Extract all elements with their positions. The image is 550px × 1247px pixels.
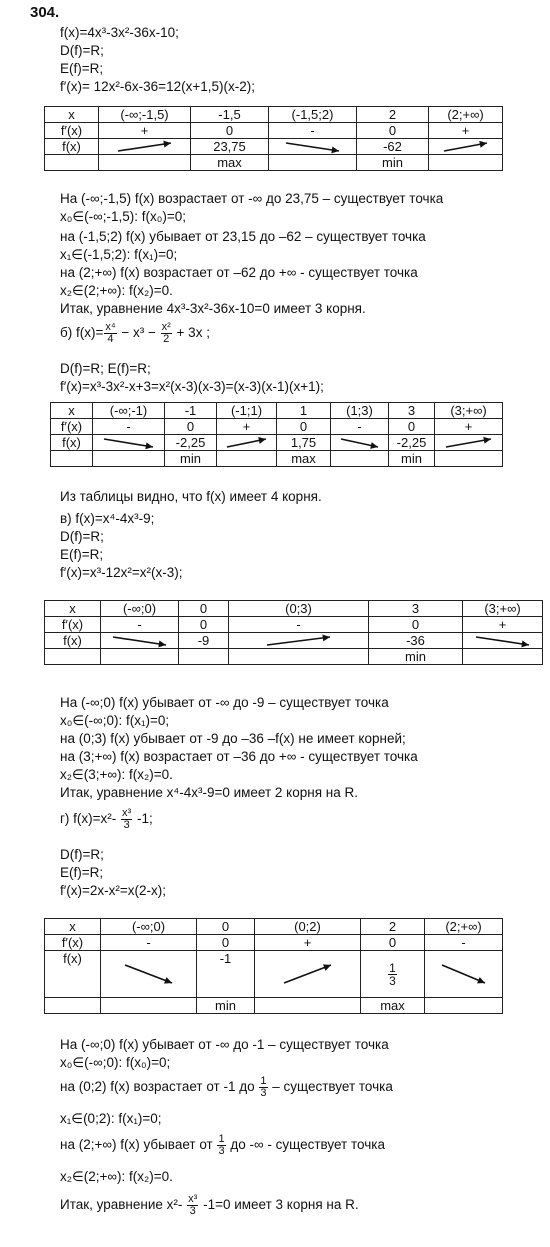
cell: (-∞;-1,5)	[99, 107, 191, 123]
cell: -1,5	[191, 107, 269, 123]
decreasing-arrow-icon	[439, 962, 489, 986]
cell: -	[101, 617, 179, 633]
increasing-arrow-icon	[281, 962, 335, 986]
c-range: E(f)=R;	[60, 547, 104, 562]
c-text-line: на (0;3) f(x) убывает от -9 до –36 –f(x) не имеет корней;	[60, 731, 406, 746]
fraction: $\frac{1}{3}$	[260, 1075, 267, 1099]
cell: 2	[361, 919, 425, 935]
cell	[429, 155, 503, 171]
cell: min	[357, 155, 429, 171]
cell: (0;2)	[255, 919, 361, 935]
cell: 1,75	[277, 435, 331, 451]
cell: f′(x)	[45, 617, 101, 633]
c-domain: D(f)=R;	[60, 529, 104, 544]
increasing-arrow-icon	[443, 436, 495, 450]
table-row-extremum	[51, 451, 503, 467]
cell: f′(x)	[45, 123, 99, 139]
d-conclusion: Итак, уравнение x²- $\frac{\text{x³}}{3}$ -1=0 имеет 3 корня на R.	[60, 1193, 359, 1217]
cell: +	[217, 419, 277, 435]
cell: -	[93, 419, 165, 435]
cell	[269, 155, 357, 171]
c-text-line: x₂∈(3;+∞): f(x₂)=0.	[60, 767, 173, 782]
a-text-line: x₁∈(-1,5;2): f(x₁)=0;	[60, 247, 178, 262]
table-row-function	[45, 633, 543, 649]
a-text-line: на (2;+∞) f(x) возрастает от –62 до +∞ - существует точка	[60, 265, 418, 280]
d-text-line: x₀∈(-∞;0): f(x₀)=0;	[60, 1055, 171, 1070]
increasing-arrow-icon	[441, 140, 491, 154]
cell: 1	[277, 403, 331, 419]
a-text-line: x₂∈(2;+∞): f(x₂)=0.	[60, 283, 173, 298]
cell: 0	[179, 617, 229, 633]
cell: (1;3)	[331, 403, 389, 419]
cell: max	[191, 155, 269, 171]
table-row-x	[51, 403, 503, 419]
cell: f(x)	[45, 633, 101, 649]
table-row-function	[45, 951, 503, 998]
a-range: E(f)=R;	[60, 61, 104, 76]
arrow-cell	[331, 435, 389, 451]
cell	[93, 451, 165, 467]
arrow-cell	[101, 951, 197, 998]
cell: 2	[357, 107, 429, 123]
increasing-arrow-icon	[115, 140, 175, 154]
arrow-cell	[429, 139, 503, 155]
cell: -1	[197, 951, 255, 998]
arrow-cell	[463, 633, 543, 649]
cell: 0	[361, 935, 425, 951]
cell: 0	[389, 419, 435, 435]
arrow-cell	[101, 633, 179, 649]
b-derivative: f′(x)=x³-3x²-x+3=x²(x-3)(x-3)=(x-3)(x-1)(x+1);	[60, 379, 324, 394]
cell	[331, 451, 389, 467]
cell	[45, 649, 101, 665]
cell: f(x)	[45, 951, 101, 998]
cell: 0	[277, 419, 331, 435]
problem-number: 304.	[30, 4, 60, 21]
cell: (-∞;0)	[101, 919, 197, 935]
cell	[101, 998, 197, 1014]
cell: (-1,5;2)	[269, 107, 357, 123]
table-row-derivative	[45, 935, 503, 951]
decreasing-arrow-icon	[101, 436, 157, 450]
arrow-cell	[93, 435, 165, 451]
a-sign-table	[44, 106, 503, 171]
cell: -1	[165, 403, 217, 419]
c-derivative: f′(x)=x³-12x²=x²(x-3);	[60, 565, 183, 580]
cell: 0	[369, 617, 463, 633]
table-row-derivative	[45, 617, 543, 633]
arrow-cell	[255, 951, 361, 998]
cell	[99, 155, 191, 171]
arrow-cell	[217, 435, 277, 451]
cell: 0	[357, 123, 429, 139]
cell: 0	[191, 123, 269, 139]
cell: -	[101, 935, 197, 951]
cell: 0	[165, 419, 217, 435]
cell: -2,25	[389, 435, 435, 451]
cell	[425, 998, 503, 1014]
cell	[51, 451, 93, 467]
d-range: E(f)=R;	[60, 865, 104, 880]
b-function: б) f(x)= $\frac{\text{x⁴}}{4}$ − x³ − $\frac{\text{x²}}{2}$ + 3x ;	[60, 321, 210, 345]
cell: x	[45, 919, 101, 935]
cell: max	[277, 451, 331, 467]
cell: min	[165, 451, 217, 467]
d-text-line: x₁∈(0;2): f(x₁)=0;	[60, 1111, 162, 1126]
d-derivative: f′(x)=2x-x²=x(2-x);	[60, 883, 167, 898]
cell	[179, 649, 229, 665]
cell: +	[463, 617, 543, 633]
cell: +	[429, 123, 503, 139]
cell	[361, 951, 425, 998]
increasing-arrow-icon	[224, 436, 270, 450]
cell: 0	[197, 935, 255, 951]
cell: (2;+∞)	[429, 107, 503, 123]
a-derivative: f′(x)= 12x²-6x-36=12(x+1,5)(x-2);	[60, 79, 255, 94]
cell	[101, 649, 179, 665]
cell: (-∞;0)	[101, 601, 179, 617]
cell	[45, 155, 99, 171]
fraction: $\frac{1}{3}$	[218, 1133, 225, 1157]
c-text-line: x₀∈(-∞;0): f(x₁)=0;	[60, 713, 170, 728]
table-row-x	[45, 919, 503, 935]
table-row-extremum	[45, 998, 503, 1014]
cell: f(x)	[45, 139, 99, 155]
table-row-x	[45, 601, 543, 617]
cell: 0	[197, 919, 255, 935]
cell: f′(x)	[51, 419, 93, 435]
a-text-line: x₀∈(-∞;-1,5): f(x₀)=0;	[60, 209, 186, 224]
cell	[45, 998, 101, 1014]
cell: min	[389, 451, 435, 467]
cell: 23,75	[191, 139, 269, 155]
d-text-line: на (0;2) f(x) возрастает от -1 до $\frac{1}{3}$ – существует точка	[60, 1075, 393, 1099]
cell: f(x)	[51, 435, 93, 451]
b-conclusion: Из таблицы видно, что f(x) имеет 4 корня.	[60, 489, 322, 504]
increasing-arrow-icon	[264, 634, 334, 648]
cell: 3	[389, 403, 435, 419]
a-text-line: на (-1,5;2) f(x) убывает от 23,15 до –62 – существует точка	[60, 229, 426, 244]
arrow-cell	[425, 951, 503, 998]
cell	[229, 649, 369, 665]
b-sign-table	[50, 402, 503, 467]
fraction: $\frac{\text{x²}}{2}$	[161, 321, 171, 345]
cell: min	[369, 649, 463, 665]
cell	[255, 998, 361, 1014]
cell: -	[331, 419, 389, 435]
fraction: $\frac{\text{x³}}{3}$	[122, 807, 132, 831]
cell: (2;+∞)	[425, 919, 503, 935]
cell: 0	[179, 601, 229, 617]
cell: +	[255, 935, 361, 951]
cell: 3	[369, 601, 463, 617]
cell: -36	[369, 633, 463, 649]
table-row-function	[45, 139, 503, 155]
table-row-derivative	[51, 419, 503, 435]
decreasing-arrow-icon	[473, 634, 533, 648]
decreasing-arrow-icon	[338, 436, 382, 450]
fraction: $\frac{1}{3}$	[389, 960, 396, 988]
cell: (0;3)	[229, 601, 369, 617]
cell: f′(x)	[45, 935, 101, 951]
cell: -	[425, 935, 503, 951]
arrow-cell	[229, 633, 369, 649]
table-row-extremum	[45, 649, 543, 665]
cell: +	[435, 419, 503, 435]
cell: x	[45, 601, 101, 617]
arrow-cell	[269, 139, 357, 155]
table-row-function	[51, 435, 503, 451]
cell	[435, 451, 503, 467]
cell	[463, 649, 543, 665]
cell: -9	[179, 633, 229, 649]
cell: -	[269, 123, 357, 139]
d-sign-table	[44, 918, 503, 1014]
cell: (3;+∞)	[463, 601, 543, 617]
table-row-derivative	[45, 123, 503, 139]
c-text-line: на (3;+∞) f(x) возрастает от –36 до +∞ - существует точка	[60, 749, 418, 764]
cell: (-∞;-1)	[93, 403, 165, 419]
d-text-line: На (-∞;0) f(x) убывает от -∞ до -1 – существует точка	[60, 1037, 389, 1052]
d-function: г) f(x)=x²- $\frac{\text{x³}}{3}$ -1;	[60, 807, 153, 831]
table-row-x	[45, 107, 503, 123]
decreasing-arrow-icon	[283, 140, 343, 154]
c-function: в) f(x)=x⁴-4x³-9;	[60, 511, 155, 526]
cell: -62	[357, 139, 429, 155]
arrow-cell	[435, 435, 503, 451]
d-domain: D(f)=R;	[60, 847, 104, 862]
c-sign-table	[44, 600, 543, 665]
cell: (3;+∞)	[435, 403, 503, 419]
cell	[217, 451, 277, 467]
a-function: f(x)=4x³-3x²-36x-10;	[60, 25, 179, 40]
a-text-line: На (-∞;-1,5) f(x) возрастает от -∞ до 23,75 – существует точка	[60, 191, 444, 206]
b-domain-range: D(f)=R; E(f)=R;	[60, 361, 151, 376]
decreasing-arrow-icon	[110, 634, 170, 648]
cell: x	[45, 107, 99, 123]
arrow-cell	[99, 139, 191, 155]
c-text-line: На (-∞;0) f(x) убывает от -∞ до -9 – существует точка	[60, 695, 389, 710]
c-conclusion: Итак, уравнение x⁴-4x³-9=0 имеет 2 корня на R.	[60, 785, 358, 800]
fraction: $\frac{\text{x³}}{3}$	[188, 1193, 198, 1217]
table-row-extremum	[45, 155, 503, 171]
a-conclusion: Итак, уравнение 4x³-3x²-36x-10=0 имеет 3 корня.	[60, 301, 366, 316]
d-text-line: x₂∈(2;+∞): f(x₂)=0.	[60, 1169, 173, 1184]
cell: (-1;1)	[217, 403, 277, 419]
cell: -2,25	[165, 435, 217, 451]
cell: min	[197, 998, 255, 1014]
cell: -	[229, 617, 369, 633]
cell: x	[51, 403, 93, 419]
cell: +	[99, 123, 191, 139]
d-text-line: на (2;+∞) f(x) убывает от $\frac{1}{3}$ до -∞ - существует точка	[60, 1133, 385, 1157]
decreasing-arrow-icon	[122, 962, 176, 986]
fraction: $\frac{\text{x⁴}}{4}$	[105, 321, 116, 345]
a-domain: D(f)=R;	[60, 43, 104, 58]
cell: max	[361, 998, 425, 1014]
